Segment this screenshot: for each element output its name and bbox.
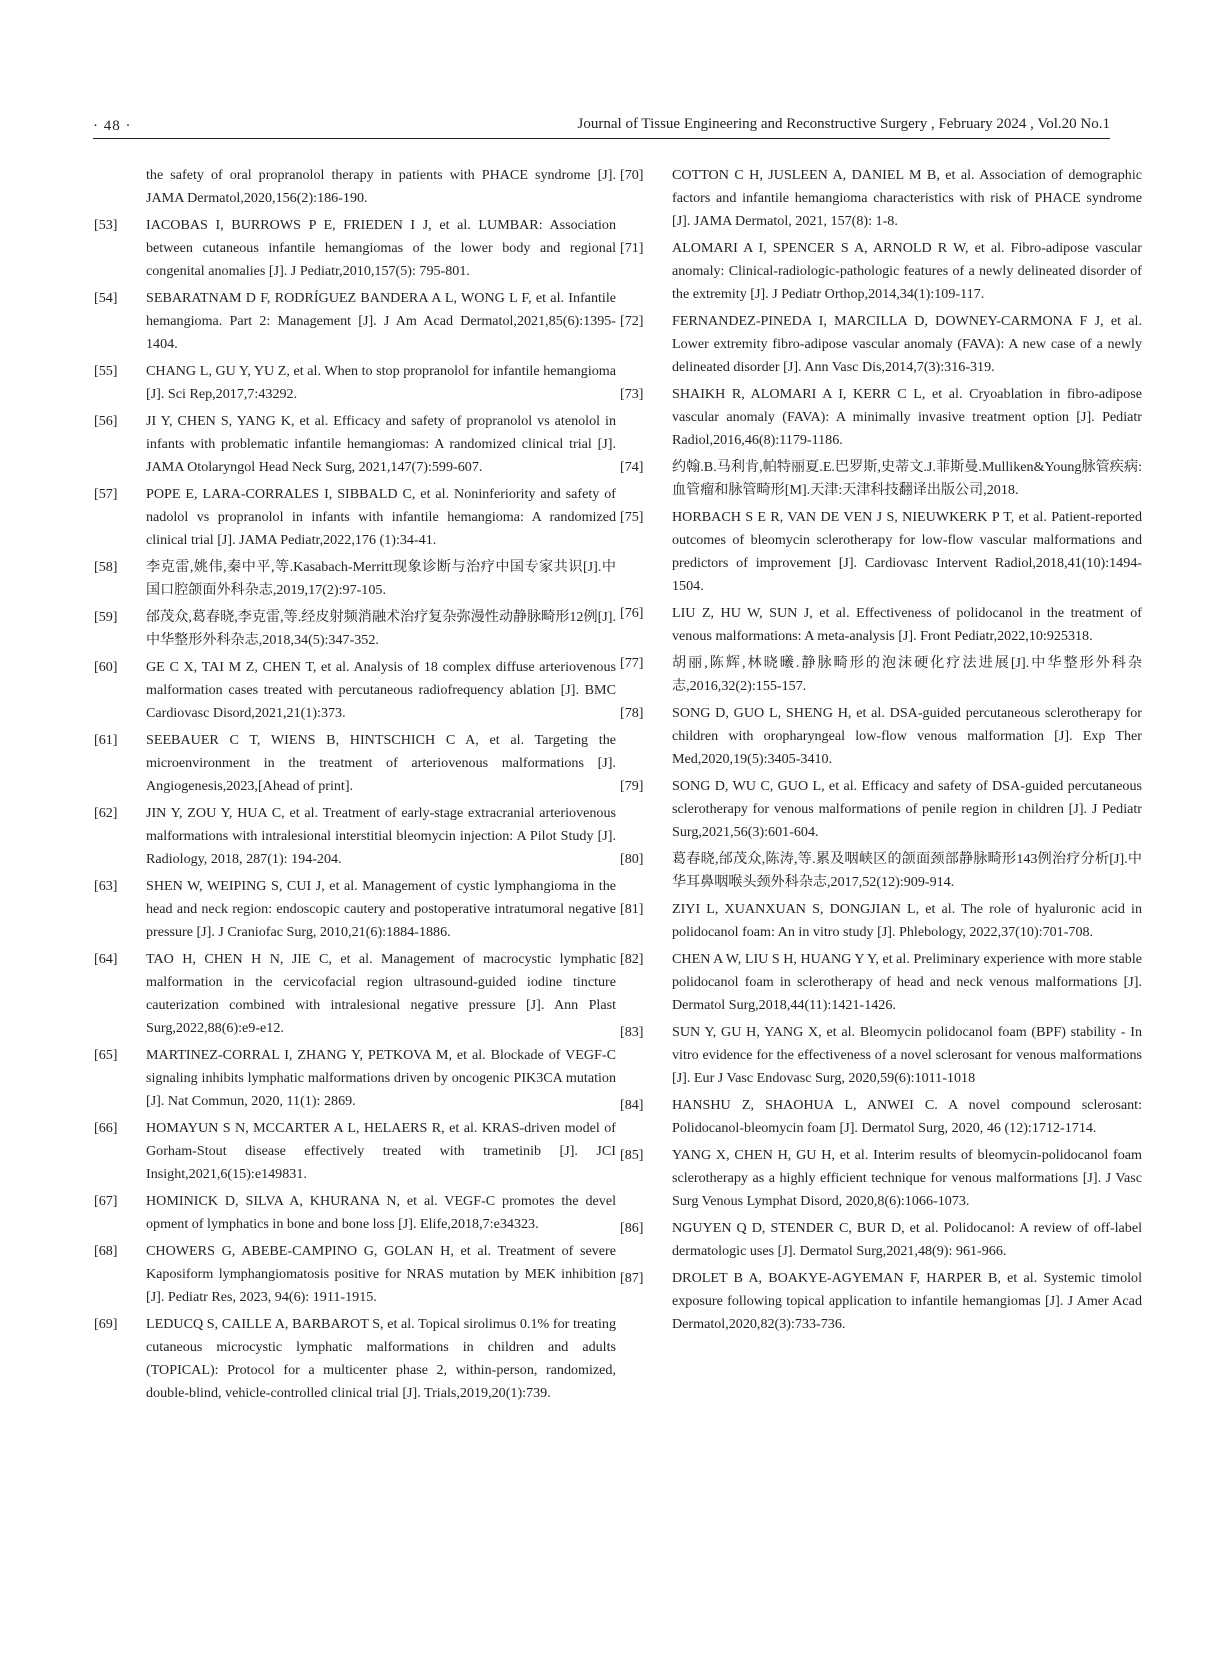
reference-number: [74]: [620, 459, 644, 475]
reference-number: [70]: [620, 167, 644, 183]
reference-item: [94, 1240, 616, 1309]
reference-number: [64]: [94, 951, 118, 967]
reference-text: SHAIKH R, ALOMARI A I, KERR C L, et al. Cryoablation in fibro-adipose vascular anomaly (FAVA): A minimally invasive treatment option [J]. Pediatr Radiol,2016,46(8):1179-1186.: [672, 386, 1142, 448]
reference-item: [620, 702, 1142, 771]
reference-number: [79]: [620, 778, 644, 794]
page-number: · 48 ·: [93, 118, 132, 134]
reference-item: [146, 164, 616, 210]
reference-item: [94, 948, 616, 1040]
reference-text: IACOBAS I, BURROWS P E, FRIEDEN I J, et al. LUMBAR: Association between cutaneous infantile hemangiomas of the lower body and regional congenital anomalies [J]. J Pediatr,2010,157(5): 795-801.: [146, 217, 616, 279]
reference-number: [57]: [94, 486, 118, 502]
journal-title: Journal of Tissue Engineering and Reconstructive Surgery , February 2024 , Vol.20 No.1: [577, 116, 1110, 132]
reference-item: [620, 1021, 1142, 1090]
reference-text: CHOWERS G, ABEBE-CAMPINO G, GOLAN H, et al. Treatment of severe Kaposiform lymphangiomatosis positive for NRAS mutation by MEK inhibition [J]. Pediatr Res, 2023, 94(6): 1911-1915.: [146, 1243, 616, 1305]
reference-number: [81]: [620, 901, 644, 917]
reference-item: [620, 456, 1142, 502]
reference-text: TAO H, CHEN H N, JIE C, et al. Management of macrocystic lymphatic malformation in the cervicofacial region ultrasound-guided iodine tincture cauterization combined with intralesional negative pressure [J]. Ann Plast Surg,2022,88(6):e9-e12.: [146, 951, 616, 1036]
reference-item: [620, 237, 1142, 306]
reference-number: [77]: [620, 655, 644, 671]
reference-number: [69]: [94, 1316, 118, 1332]
reference-number: [82]: [620, 951, 644, 967]
reference-item: [94, 875, 616, 944]
references-left-column: [94, 164, 616, 1409]
reference-item: [620, 1144, 1142, 1213]
reference-text: JI Y, CHEN S, YANG K, et al. Efficacy and safety of propranolol vs atenolol in infants with problematic infantile hemangiomas: A randomized clinical trial [J]. JAMA Otolaryngol Head Neck Surg, 2021,147(7):599-607.: [146, 413, 616, 475]
reference-number: [63]: [94, 878, 118, 894]
reference-text: LEDUCQ S, CAILLE A, BARBAROT S, et al. Topical sirolimus 0.1% for treating cutaneous microcystic lymphatic malformations in children and adults (TOPICAL): Protocol for a multicenter phase 2, within-person, randomized, double-blind, vehicle-controlled clinical trial [J]. Trials,2019,20(1):739.: [146, 1316, 616, 1401]
reference-text: MARTINEZ-CORRAL I, ZHANG Y, PETKOVA M, et al. Blockade of VEGF-C signaling inhibits lymphatic malformations driven by oncogenic PIK3CA mutation [J]. Nat Commun, 2020, 11(1): 2869.: [146, 1047, 616, 1109]
reference-text: YANG X, CHEN H, GU H, et al. Interim results of bleomycin-polidocanol foam sclerotherapy as a highly efficient technique for venous malformations [J]. J Vasc Surg Venous Lymphat Disord, 2020,8(6):1066-1073.: [672, 1147, 1142, 1209]
reference-item: [620, 310, 1142, 379]
reference-item: [620, 652, 1142, 698]
reference-item: [620, 948, 1142, 1017]
reference-item: [620, 602, 1142, 648]
reference-item: [620, 775, 1142, 844]
reference-item: [620, 1094, 1142, 1140]
reference-item: [620, 1267, 1142, 1336]
reference-text: 李克雷,姚伟,秦中平,等.Kasabach-Merritt现象诊断与治疗中国专家共识[J].中国口腔颌面外科杂志,2019,17(2):97-105.: [146, 559, 616, 598]
references-right-column: [620, 164, 1142, 1340]
reference-text: SONG D, WU C, GUO L, et al. Efficacy and safety of DSA-guided percutaneous sclerotherapy for venous malformations of penile region in children [J]. J Pediatr Surg,2021,56(3):601-604.: [672, 778, 1142, 840]
reference-item: [620, 1217, 1142, 1263]
reference-text: GE C X, TAI M Z, CHEN T, et al. Analysis of 18 complex diffuse arteriovenous malformation cases treated with percutaneous radiofrequency ablation [J]. BMC Cardiovasc Disord,2021,21(1):373.: [146, 659, 616, 721]
reference-number: [55]: [94, 363, 118, 379]
reference-number: [87]: [620, 1270, 644, 1286]
reference-text: HANSHU Z, SHAOHUA L, ANWEI C. A novel compound sclerosant: Polidocanol-bleomycin foam [J]. Dermatol Surg, 2020, 46 (12):1712-1714.: [672, 1097, 1142, 1136]
reference-text: SEBARATNAM D F, RODRÍGUEZ BANDERA A L, WONG L F, et al. Infantile hemangioma. Part 2: Management [J]. J Am Acad Dermatol,2021,85(6):1395-1404.: [146, 290, 616, 352]
reference-text: CHANG L, GU Y, YU Z, et al. When to stop propranolol for infantile hemangioma [J]. Sci Rep,2017,7:43292.: [146, 363, 616, 402]
reference-text: SONG D, GUO L, SHENG H, et al. DSA-guided percutaneous sclerotherapy for children with oropharyngeal low-flow venous malformation [J]. Exp Ther Med,2020,19(5):3405-3410.: [672, 705, 1142, 767]
reference-text: 约翰.B.马利肯,帕特丽夏.E.巴罗斯,史蒂文.J.菲斯曼.Mulliken&Young脉管疾病:血管瘤和脉管畸形[M].天津:天津科技翻译出版公司,2018.: [672, 459, 1142, 498]
reference-item: [620, 898, 1142, 944]
reference-item: [620, 164, 1142, 233]
reference-item: [620, 506, 1142, 598]
reference-text: JIN Y, ZOU Y, HUA C, et al. Treatment of early-stage extracranial arteriovenous malformations with intralesional interstitial bleomycin injection: A Pilot Study [J]. Radiology, 2018, 287(1): 194-204.: [146, 805, 616, 867]
reference-number: [80]: [620, 851, 644, 867]
reference-number: [75]: [620, 509, 644, 525]
page-header: [93, 108, 1110, 139]
reference-item: [94, 802, 616, 871]
reference-item: [94, 1044, 616, 1113]
reference-text: ZIYI L, XUANXUAN S, DONGJIAN L, et al. The role of hyaluronic acid in polidocanol foam: An in vitro study [J]. Phlebology, 2022,37(10):701-708.: [672, 901, 1142, 940]
reference-item: [94, 606, 616, 652]
reference-item: [94, 1117, 616, 1186]
reference-item: [94, 1313, 616, 1405]
reference-item: [94, 729, 616, 798]
reference-text: CHEN A W, LIU S H, HUANG Y Y, et al. Preliminary experience with more stable polidocanol foam in sclerotherapy of head and neck venous malformations [J]. Dermatol Surg,2018,44(11):1421-1426.: [672, 951, 1142, 1013]
reference-text: SHEN W, WEIPING S, CUI J, et al. Management of cystic lymphangioma in the head and neck region: endoscopic cautery and postoperative intratumoral negative pressure [J]. J Craniofac Surg, 2010,21(6):1884-1886.: [146, 878, 616, 940]
reference-number: [58]: [94, 559, 118, 575]
reference-number: [65]: [94, 1047, 118, 1063]
reference-item: [620, 848, 1142, 894]
reference-item: [94, 1190, 616, 1236]
reference-item: [94, 214, 616, 283]
reference-item: [94, 410, 616, 479]
reference-item: [94, 656, 616, 725]
reference-number: [76]: [620, 605, 644, 621]
reference-text: DROLET B A, BOAKYE-AGYEMAN F, HARPER B, et al. Systemic timolol exposure following topical application to infantile hemangiomas [J]. J Amer Acad Dermatol,2020,82(3):733-736.: [672, 1270, 1142, 1332]
reference-text: FERNANDEZ-PINEDA I, MARCILLA D, DOWNEY-CARMONA F J, et al. Lower extremity fibro-adipose vascular anomaly (FAVA): A new case of a newly delineated disorder [J]. Ann Vasc Dis,2014,7(3):316-319.: [672, 313, 1142, 375]
reference-text: ALOMARI A I, SPENCER S A, ARNOLD R W, et al. Fibro-adipose vascular anomaly: Clinical-radiologic-pathologic features of a newly delineated disorder of the extremity [J]. J Pediatr Orthop,2014,34(1):109-117.: [672, 240, 1142, 302]
reference-number: [72]: [620, 313, 644, 329]
reference-text: LIU Z, HU W, SUN J, et al. Effectiveness of polidocanol in the treatment of venous malformations: A meta-analysis [J]. Front Pediatr,2022,10:925318.: [672, 605, 1142, 644]
reference-number: [60]: [94, 659, 118, 675]
reference-number: [53]: [94, 217, 118, 233]
reference-text: HOMAYUN S N, MCCARTER A L, HELAERS R, et al. KRAS-driven model of Gorham-Stout disease effectively treated with trametinib [J]. JCI Insight,2021,6(15):e149831.: [146, 1120, 616, 1182]
reference-text: NGUYEN Q D, STENDER C, BUR D, et al. Polidocanol: A review of off-label dermatologic uses [J]. Dermatol Surg,2021,48(9): 961-966.: [672, 1220, 1142, 1259]
reference-text: HOMINICK D, SILVA A, KHURANA N, et al. VEGF-C promotes the devel opment of lymphatics in bone and bone loss [J]. Elife,2018,7:e34323.: [146, 1193, 616, 1232]
reference-number: [86]: [620, 1220, 644, 1236]
reference-text: COTTON C H, JUSLEEN A, DANIEL M B, et al. Association of demographic factors and infantile hemangioma characteristics with risk of PHACE syndrome [J]. JAMA Dermatol, 2021, 157(8): 1-8.: [672, 167, 1142, 229]
reference-number: [59]: [94, 609, 118, 625]
reference-text: SUN Y, GU H, YANG X, et al. Bleomycin polidocanol foam (BPF) stability - In vitro evidence for the effectiveness of a novel sclerosant for venous malformations [J]. Eur J Vasc Endovasc Surg, 2020,59(6):1011-1018: [672, 1024, 1142, 1086]
reference-number: [61]: [94, 732, 118, 748]
reference-text: HORBACH S E R, VAN DE VEN J S, NIEUWKERK P T, et al. Patient-reported outcomes of bleomycin sclerotherapy for low-flow vascular malformations and predictors of improvement [J]. Cardiovasc Intervent Radiol,2018,41(10):1494-1504.: [672, 509, 1142, 594]
reference-number: [73]: [620, 386, 644, 402]
reference-number: [84]: [620, 1097, 644, 1113]
reference-number: [62]: [94, 805, 118, 821]
reference-number: [71]: [620, 240, 644, 256]
reference-text: 葛春晓,邰茂众,陈涛,等.累及咽峡区的颌面颈部静脉畸形143例治疗分析[J].中华耳鼻咽喉头颈外科杂志,2017,52(12):909-914.: [672, 851, 1142, 890]
reference-number: [83]: [620, 1024, 644, 1040]
reference-number: [68]: [94, 1243, 118, 1259]
reference-text: POPE E, LARA-CORRALES I, SIBBALD C, et al. Noninferiority and safety of nadolol vs propranolol in infants with infantile hemangioma: A randomized clinical trial [J]. JAMA Pediatr,2022,176 (1):34-41.: [146, 486, 616, 548]
reference-number: [78]: [620, 705, 644, 721]
reference-number: [66]: [94, 1120, 118, 1136]
reference-item: [94, 287, 616, 356]
reference-text: 邰茂众,葛春晓,李克雷,等.经皮射频消融术治疗复杂弥漫性动静脉畸形12例[J].中华整形外科杂志,2018,34(5):347-352.: [146, 609, 616, 648]
reference-number: [67]: [94, 1193, 118, 1209]
reference-item: [620, 383, 1142, 452]
reference-number: [85]: [620, 1147, 644, 1163]
reference-text: the safety of oral propranolol therapy in patients with PHACE syndrome [J]. JAMA Dermatol,2020,156(2):186-190.: [146, 167, 616, 206]
reference-number: [54]: [94, 290, 118, 306]
reference-item: [94, 483, 616, 552]
reference-item: [94, 360, 616, 406]
reference-item: [94, 556, 616, 602]
reference-text: 胡丽,陈辉,林晓曦.静脉畸形的泡沫硬化疗法进展[J].中华整形外科杂志,2016,32(2):155-157.: [672, 655, 1142, 694]
reference-text: SEEBAUER C T, WIENS B, HINTSCHICH C A, et al. Targeting the microenvironment in the treatment of arteriovenous malformations [J]. Angiogenesis,2023,[Ahead of print].: [146, 732, 616, 794]
reference-number: [56]: [94, 413, 118, 429]
